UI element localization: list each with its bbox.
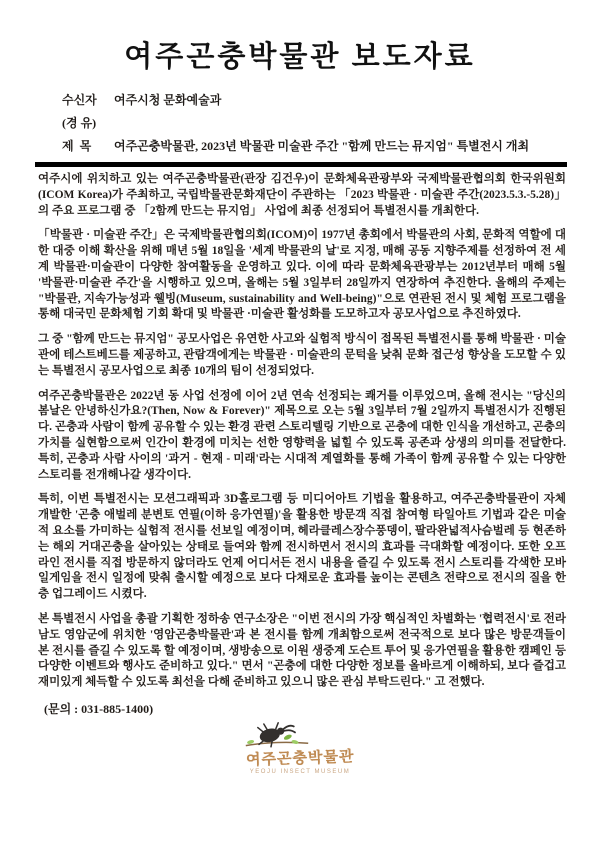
header-divider-rule: [35, 162, 567, 167]
document-body: [38, 172, 566, 691]
subject-row: [62, 135, 600, 158]
paragraph: 특히, 이번 특별전시는 모션그래픽과 3D홀로그램 등 미디어아트 기법을 활용하고, 여주곤충박물관이 자체 개발한 '곤충 애벌레 분변토 연필(이하 응가연필)'을 활용한 방문객 직접 참여형 타일아트 기법과 같은 미술적 요소를 가미하는 실험적 전시를 선보일 예정이며, 헤라클레스장수풍뎅이, 팔라완넓적사슴벌레 등 현존하는 해외 거대곤충을 살아있는 상태로 들여와 함께 전시하면서 전시의 효과를 극대화할 예정이다. 또한 오프라인 전시를 직접 방문하지 않더라도 언제 어디서든 전시 내용을 즐길 수 있도록 전시 스토리를 각색한 모바일게임을 전시 일정에 맞춰 출시할 예정으로 보다 다채로운 효과를 높이는 콘텐츠 전략으로 전시의 질을 한층 업그레이드 시켰다.: [38, 493, 566, 601]
paragraph: 여주시에 위치하고 있는 여주곤충박물관(관장 김건우)이 문화체육관광부와 국제박물관협의회 한국위원회(ICOM Korea)가 주최하고, 국립박물관문화재단이 주관하는 「2023 박물관 · 미술관 주간(2023.5.3.-5.28)」의 주요 프로그램 중 「2함께 만드는 뮤지엄」 사업에 최종 선정되어 특별전시를 개최한다.: [38, 173, 566, 217]
logo-korean-text: 여주곤충박물관: [245, 748, 355, 769]
paragraph: 본 특별전시 사업을 총괄 기획한 정하송 연구소장은 "이번 전시의 가장 핵심적인 차별화는 '협력전시'로 전라남도 영암군에 위치한 '영암곤충박물관'과 본 전시를 함께 개최함으로써 전국적으로 보다 많은 방문객들이 본 전시를 즐길 수 있도록 할 예정이며, 생방송으로 이원 생중계 도슨트 투어 및 응가연필을 활용한 캠페인 등 다양한 이벤트와 행사도 준비하고 있다." 면서 "곤충에 대한 다양한 정보를 올바르게 이해하되, 보다 즐겁고 재미있게 체득할 수 있도록 최선을 다해 준비하고 있으니 많은 관심 부탁드린다." 고 전했다.: [38, 612, 566, 689]
subject-label: 제 목: [62, 139, 92, 153]
via-label: (경 유): [62, 116, 97, 130]
contact-phone: (문의 : 031-885-1400): [44, 701, 154, 716]
page-title: 여주곤충박물관 보도자료: [124, 41, 476, 73]
subject-value: 여주곤충박물관, 2023년 박물관 미술관 주간 "함께 만드는 뮤지엄" 특별전시 개최: [114, 139, 530, 153]
document-header: [62, 89, 600, 158]
museum-logo: [235, 719, 365, 775]
logo-english-text: YEOJU INSECT MUSEUM: [249, 768, 351, 775]
recipient-label: 수신자: [62, 93, 97, 107]
recipient-value: 여주시청 문화예술과: [114, 93, 222, 107]
paragraph: 「박물관 · 미술관 주간」은 국제박물관협의회(ICOM)이 1977년 총회에서 박물관의 사회, 문화적 역할에 대한 대중 이해 확산을 위해 매년 5월 18일을 '세계 박물관의 날'로 지정, 매해 공동 지향주제를 선정하여 전 세계 박물관·미술관이 다양한 참여활동을 운영하고 있다. 이에 따라 문화체육관광부는 2012년부터 매해 5월 '박물관·미술관 주간'을 시행하고 있으며, 올해는 5월 3일부터 28일까지 연장하여 추진한다. 올해의 주제는 "박물관, 지속가능성과 웰빙(Museum, sustainability and Well-being)"으로 연관된 전시 및 체험 프로그램을 통해 대국민 문화체험 기회 확대 및 박물관 ·미술관 활성화를 도모하고자 공모사업으로 추진하였다.: [38, 229, 566, 321]
via-row: [62, 112, 600, 135]
recipient-row: [62, 89, 600, 112]
paragraph: 그 중 "함께 만드는 뮤지엄" 공모사업은 유연한 사고와 실험적 방식이 접목된 특별전시를 통해 박물관 · 미술관에 테스트베드를 제공하고, 관람객에게는 박물관 · 미술관의 문턱을 낮춰 문화 접근성 향상을 도모할 수 있는 특별전시 공모사업으로 최종 10개의 팀이 선정되었다.: [38, 333, 566, 377]
paragraph: 여주곤충박물관은 2022년 동 사업 선정에 이어 2년 연속 선정되는 쾌거를 이루었으며, 올해 전시는 "당신의 봄날은 안녕하신가요?(Then, Now & Forever)" 제목으로 오는 5월 3일부터 7월 2일까지 특별전시가 진행된다. 곤충과 사람이 함께 공유할 수 있는 환경 관련 스토리텔링 기반으로 곤충에 대한 인식을 개선하고, 곤충의 가치를 실현함으로써 인간이 환경에 미치는 선한 영향력을 넓힐 수 있도록 공존과 상생의 의미를 전달한다. 특히, 곤충과 사람 사이의 '과거 - 현재 - 미래'라는 시대적 계열화를 통해 가족이 함께 공유할 수 있는 다양한 스토리를 전개해나갈 생각이다.: [38, 389, 566, 481]
